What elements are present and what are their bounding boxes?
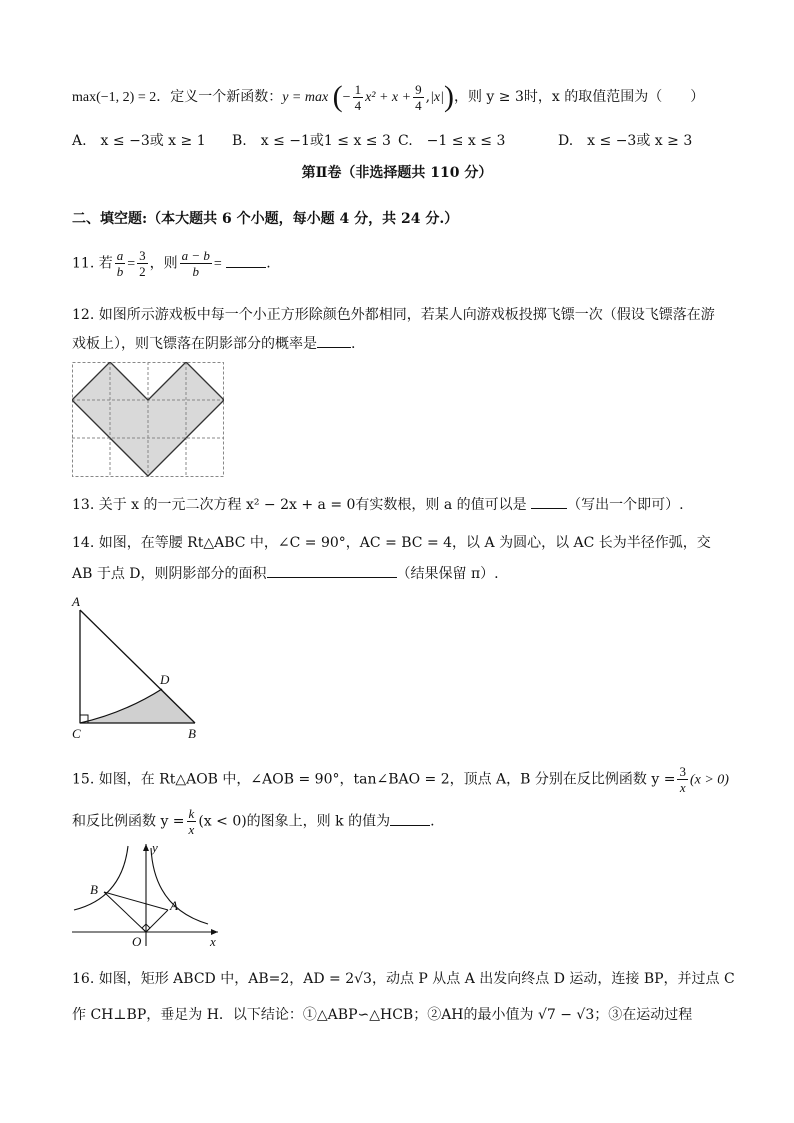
q11-end: .	[266, 255, 271, 272]
q15-answer-blank	[390, 811, 430, 826]
q11-pre: 11. 若	[72, 255, 113, 272]
option-d: D. x ≤ −3或 x ≥ 3	[558, 133, 693, 149]
define-text: ．定义一个新函数：	[156, 89, 283, 105]
q14-line2	[72, 563, 499, 583]
section-title: 二、填空题:（本大题共 6 个小题，每小题 4 分，共 24 分.）	[72, 211, 459, 227]
q14-label-A: A	[72, 594, 80, 609]
minus-sign: −	[342, 90, 351, 105]
q15-frac-k-x: $\frac{k}{x}$	[188, 806, 195, 837]
q11-equals-2: =	[213, 256, 222, 272]
q14-line2-text: AB 于点 D，则阴影部分的面积	[72, 566, 267, 582]
question-11	[72, 248, 271, 279]
q14-triangle-figure	[68, 594, 208, 744]
q14-end: （结果保留 π）.	[396, 566, 499, 582]
q12-heart-grid-figure	[72, 362, 224, 477]
q12-line2	[72, 333, 355, 353]
max-example: max(−1, 2) = 2	[72, 90, 157, 105]
option-b: B. x ≤ −1或1 ≤ x ≤ 3	[232, 133, 391, 149]
q12-line1: 12. 如图所示游戏板中每一个小正方形除颜色外都相同，若某人向游戏板投掷飞镖一次（假设飞镖落在游	[72, 307, 715, 323]
q12-answer-blank	[317, 333, 351, 348]
q14-answer-blank	[267, 563, 397, 578]
q15-line1	[72, 764, 729, 795]
option-a: A. x ≤ −3或 x ≥ 1	[72, 133, 206, 149]
condition-text: ，则 y ≥ 3时，x 的取值范围为（ ）	[453, 89, 705, 105]
q15-cond1: (x > 0)	[689, 772, 729, 788]
q15-label-O: O	[132, 934, 142, 949]
q15-pre: 15. 如图，在 Rt△AOB 中，∠AOB = 90°，tan∠BAO = 2，顶点 A，B 分别在反比例函数 y =	[72, 771, 676, 788]
q15-label-y: y	[152, 840, 158, 855]
q12-end: .	[351, 336, 356, 352]
question-10-stem: max(−1, 2) = 2．定义一个新函数：y = max (− $\frac{1}{4}$ x² + x + $\frac{9}{4}$ ,|x|)，则 y ≥ 3时，x 的取值范围为（ ）	[72, 80, 705, 113]
q16-line1: 16. 如图，矩形 ABCD 中，AB=2，AD = 2√3，动点 P 从点 A 出发向终点 D 运动，连接 BP，并过点 C	[72, 971, 735, 987]
q14-label-B: B	[188, 726, 196, 741]
q15-hyperbola-figure	[68, 838, 228, 950]
paren-left: (	[332, 80, 343, 113]
q15-frac-3-x: $\frac{3}{x}$	[679, 764, 686, 795]
q11-frac-a-b: $\frac{a}{b}$	[116, 248, 124, 279]
q15-label-B: B	[90, 882, 98, 897]
q13-answer-blank	[531, 494, 567, 509]
q11-answer-blank	[226, 253, 266, 268]
q14-label-C: C	[72, 726, 81, 741]
fraction-one-quarter: $\frac{1}{4}$	[354, 81, 362, 113]
q12-line2-text: 戏板上），则飞镖落在阴影部分的概率是	[72, 336, 317, 352]
q11-equals-1: =	[127, 256, 136, 272]
q11-frac-3-2: $\frac{3}{2}$	[139, 248, 146, 279]
q11-frac-a-minus-b: $\frac{a - b}{b}$	[181, 248, 210, 279]
option-c: C. −1 ≤ x ≤ 3	[398, 133, 506, 149]
function-y: y = max	[282, 90, 329, 105]
part-title: 第Ⅱ卷（非选择题共 110 分）	[301, 165, 493, 181]
q15-line2	[72, 806, 435, 837]
q14-line1: 14. 如图，在等腰 Rt△ABC 中，∠C = 90°，AC = BC = 4，以 A 为圆心，以 AC 长为半径作弧，交	[72, 535, 711, 551]
q15-label-x: x	[210, 934, 216, 949]
paren-right: )	[443, 80, 454, 113]
q15-end: .	[430, 813, 435, 830]
abs-x: |x|	[430, 90, 444, 105]
function-body: x² + x +	[365, 90, 412, 105]
q16-line2: 作 CH⊥BP，垂足为 H．以下结论：①△ABP∽△HCB；②AH的最小值为 √7 − √3；③在运动过程	[72, 1007, 693, 1023]
q13-text: 13. 关于 x 的一元二次方程 x² − 2x + a = 0有实数根，则 a 的值可以是	[72, 497, 532, 513]
question-13	[72, 494, 684, 514]
fraction-nine-quarters: $\frac{9}{4}$	[415, 81, 422, 113]
q14-label-D: D	[160, 672, 170, 687]
q15-line2-text: (x < 0)的图象上，则 k 的值为	[198, 813, 391, 830]
q11-mid: ，则	[149, 255, 178, 272]
q15-line2-pre: 和反比例函数 y =	[72, 813, 185, 830]
q13-end: （写出一个即可）.	[567, 497, 684, 513]
q15-label-A: A	[170, 898, 178, 913]
